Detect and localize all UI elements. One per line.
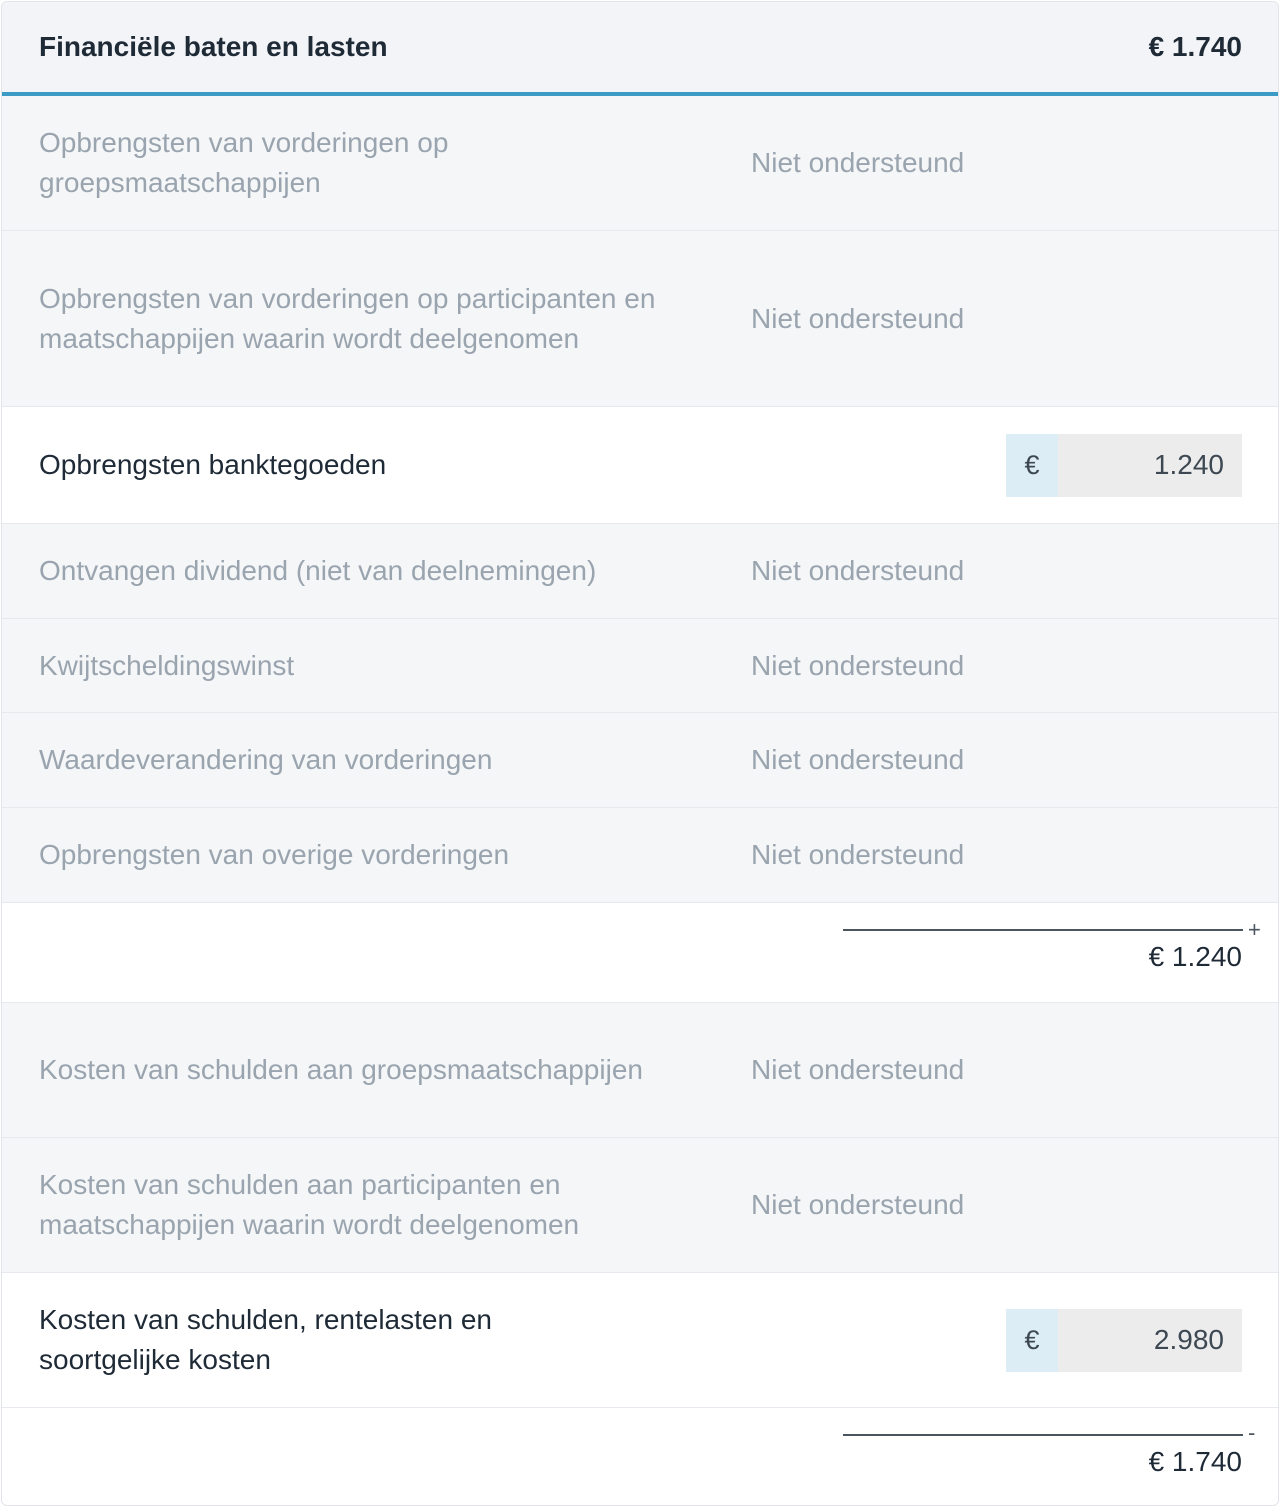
subtotal-value: € 1.240 [1148,941,1242,972]
row-label: Opbrengsten van overige vorderingen [39,839,510,870]
section-header [2,2,1278,96]
row-status: Niet ondersteund [751,649,965,681]
row-label: Kosten van schulden aan groepsmaatschappijen [39,1054,643,1085]
row-receivables-value-change [2,713,1278,808]
row-status: Niet ondersteund [751,302,965,334]
row-debts-participants [2,1138,1278,1273]
section-total: € 1.740 [1148,31,1242,62]
currency-prefix: € [1006,434,1058,497]
subtotal-income [2,903,1278,1003]
row-label: Waardeverandering van vorderingen [39,744,493,775]
row-label: Opbrengsten van vorderingen op groepsmaatschappijen [39,127,449,198]
amount-field [1006,1309,1242,1372]
interest-expenses-amount-input[interactable] [1058,1309,1242,1372]
row-status: Niet ondersteund [751,555,965,586]
row-status: Niet ondersteund [751,839,965,870]
row-interest-expenses [2,1273,1278,1408]
row-debt-forgiveness-gain [2,619,1278,713]
currency-prefix: € [1006,1309,1058,1372]
row-bank-balances-income [2,407,1278,524]
row-status: Niet ondersteund [751,1189,965,1220]
subtotal-total [2,1408,1278,1506]
sum-line [843,929,1243,931]
row-status: Niet ondersteund [751,147,965,178]
row-other-receivables-income [2,808,1278,903]
financial-income-expenses-panel [1,1,1279,1506]
row-debts-group-companies [2,1003,1278,1138]
row-label: Ontvangen dividend (niet van deelnemingen) [39,555,597,586]
row-label: Opbrengsten van vorderingen op participanten en maatschappijen waarin wordt deelgenomen [39,282,656,354]
row-label: Kosten van schulden, rentelasten en soortgelijke kosten [39,1304,492,1375]
row-dividend-received [2,524,1278,619]
row-receivables-group-companies [2,96,1278,231]
bank-balances-amount-input[interactable] [1058,434,1242,497]
subtotal-value: € 1.740 [1148,1446,1242,1477]
row-label: Opbrengsten banktegoeden [39,449,387,480]
row-label: Kwijtscheldingswinst [39,649,295,681]
row-status: Niet ondersteund [751,1054,965,1085]
row-label: Kosten van schulden aan participanten en maatschappijen waarin wordt deelgenomen [39,1169,580,1240]
row-status: Niet ondersteund [751,744,965,775]
row-receivables-participants [2,231,1278,407]
minus-operator: - [1248,1420,1256,1445]
amount-field [1006,434,1242,497]
sum-line [843,1434,1243,1436]
section-title: Financiële baten en lasten [39,31,388,62]
plus-operator: + [1248,917,1261,942]
